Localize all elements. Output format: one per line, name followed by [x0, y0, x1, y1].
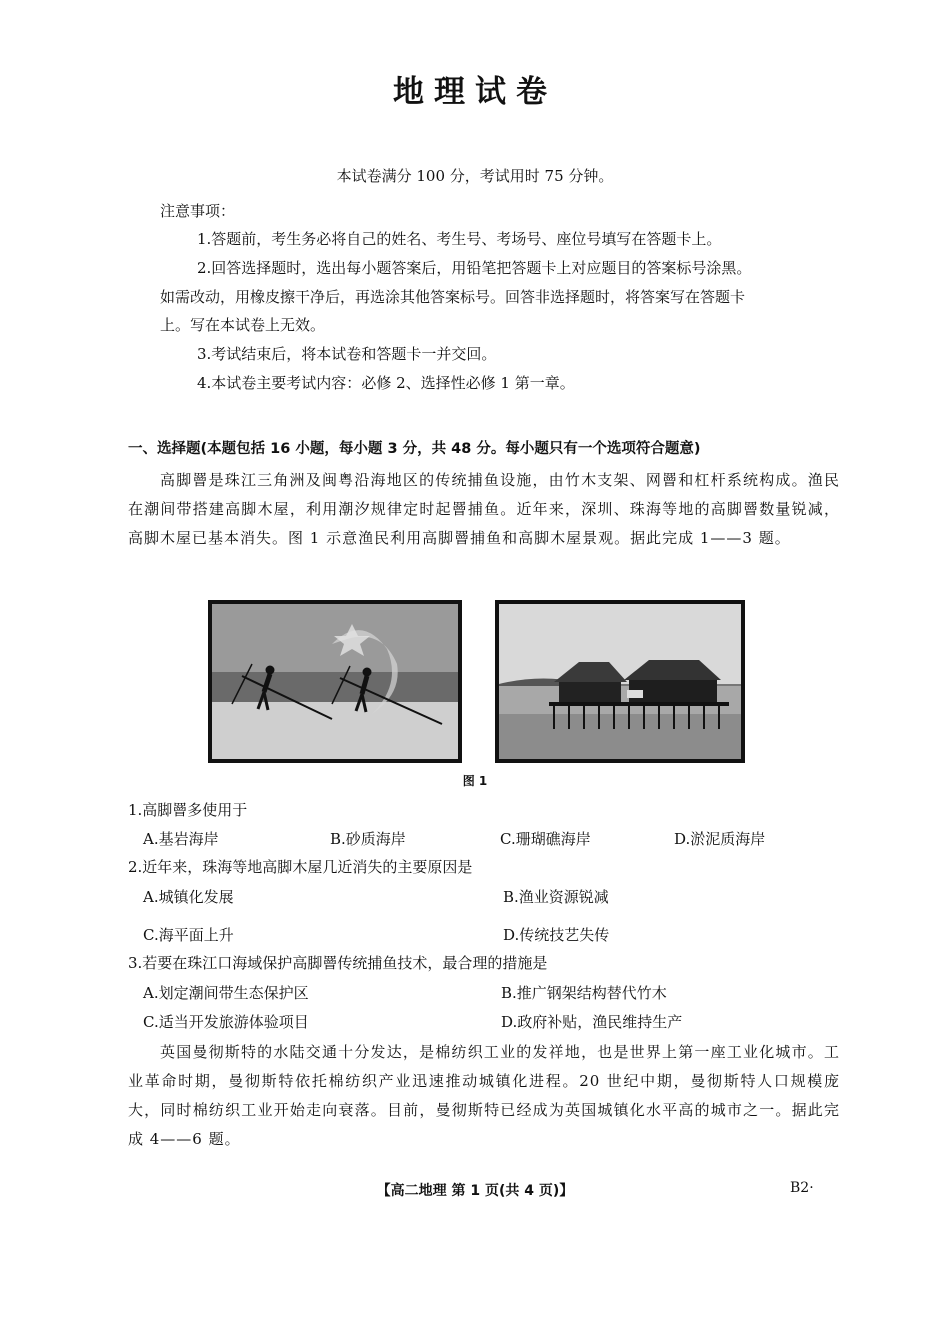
- stilt-houses-illustration: [499, 604, 741, 759]
- q2-stem: 2.近年来，珠海等地高脚木屋几近消失的主要原因是: [128, 858, 473, 876]
- passage-2: 英国曼彻斯特的水陆交通十分发达，是棉纺织工业的发祥地，也是世界上第一座工业化城市。工业革命时期，曼彻斯特依托棉纺织产业迅速推动城镇化进程。20 世纪中期，曼彻斯特人口规模庞大，同时棉纺织工业开始走向衰落。目前，曼彻斯特已经成为英国城镇化水平高的城市之一。据此完成 4——6 题。: [128, 1043, 840, 1148]
- section-heading: 一、选择题(本题包括 16 小题，每小题 3 分，共 48 分。每小题只有一个选项符合题意): [128, 441, 701, 457]
- score-line: 本试卷满分 100 分，考试用时 75 分钟。: [336, 167, 614, 185]
- notice-2b: 如需改动，用橡皮擦干净后，再选涂其他答案标号。回答非选择题时，将答案写在答题卡: [160, 288, 746, 306]
- notice-heading: 注意事项：: [160, 202, 236, 220]
- q2-option-a: A.城镇化发展: [143, 888, 234, 906]
- q1-option-c: C.珊瑚礁海岸: [500, 830, 591, 848]
- footer-code: B2·: [790, 1180, 814, 1196]
- page-title: 地理试卷: [393, 74, 557, 110]
- q2-option-b: B.渔业资源锐减: [503, 888, 609, 906]
- q2-option-c: C.海平面上升: [143, 926, 234, 944]
- passage-1: 高脚罾是珠江三角洲及闽粤沿海地区的传统捕鱼设施，由竹木支架、网罾和杠杆系统构成。渔民在潮间带搭建高脚木屋，利用潮汐规律定时起罾捕鱼。近年来，深圳、珠海等地的高脚罾数量锐减，高脚木屋已基本消失。图 1 示意渔民利用高脚罾捕鱼和高脚木屋景观。据此完成 1——3 题。: [128, 471, 840, 547]
- notice-3: 3.考试结束后，将本试卷和答题卡一并交回。: [197, 345, 497, 363]
- page-footer: 【高二地理 第 1 页(共 4 页)】: [376, 1183, 574, 1199]
- notice-2a: 2.回答选择题时，选出每小题答案后，用铅笔把答题卡上对应题目的答案标号涂黑。: [197, 259, 752, 277]
- fishermen-illustration: [212, 604, 458, 759]
- q1-option-b: B.砂质海岸: [330, 830, 406, 848]
- notice-1: 1.答题前，考生务必将自己的姓名、考生号、考场号、座位号填写在答题卡上。: [197, 230, 722, 248]
- q1-option-a: A.基岩海岸: [143, 830, 219, 848]
- q1-option-d: D.淤泥质海岸: [674, 830, 766, 848]
- notice-4: 4.本试卷主要考试内容：必修 2、选择性必修 1 第一章。: [197, 374, 575, 392]
- notice-2c: 上。写在本试卷上无效。: [160, 316, 326, 334]
- q3-option-d: D.政府补贴，渔民维持生产: [501, 1013, 683, 1031]
- q2-option-d: D.传统技艺失传: [503, 926, 610, 944]
- q3-option-a: A.划定潮间带生态保护区: [143, 984, 309, 1002]
- q3-stem: 3.若要在珠江口海域保护高脚罾传统捕鱼技术，最合理的措施是: [128, 954, 548, 972]
- figure-photo-stilt-houses: [495, 600, 745, 763]
- q3-option-b: B.推广钢架结构替代竹木: [501, 984, 667, 1002]
- q1-stem: 1.高脚罾多使用于: [128, 801, 248, 819]
- figure-photo-fishermen: [208, 600, 462, 763]
- q3-option-c: C.适当开发旅游体验项目: [143, 1013, 309, 1031]
- figure-caption: 图 1: [462, 774, 488, 788]
